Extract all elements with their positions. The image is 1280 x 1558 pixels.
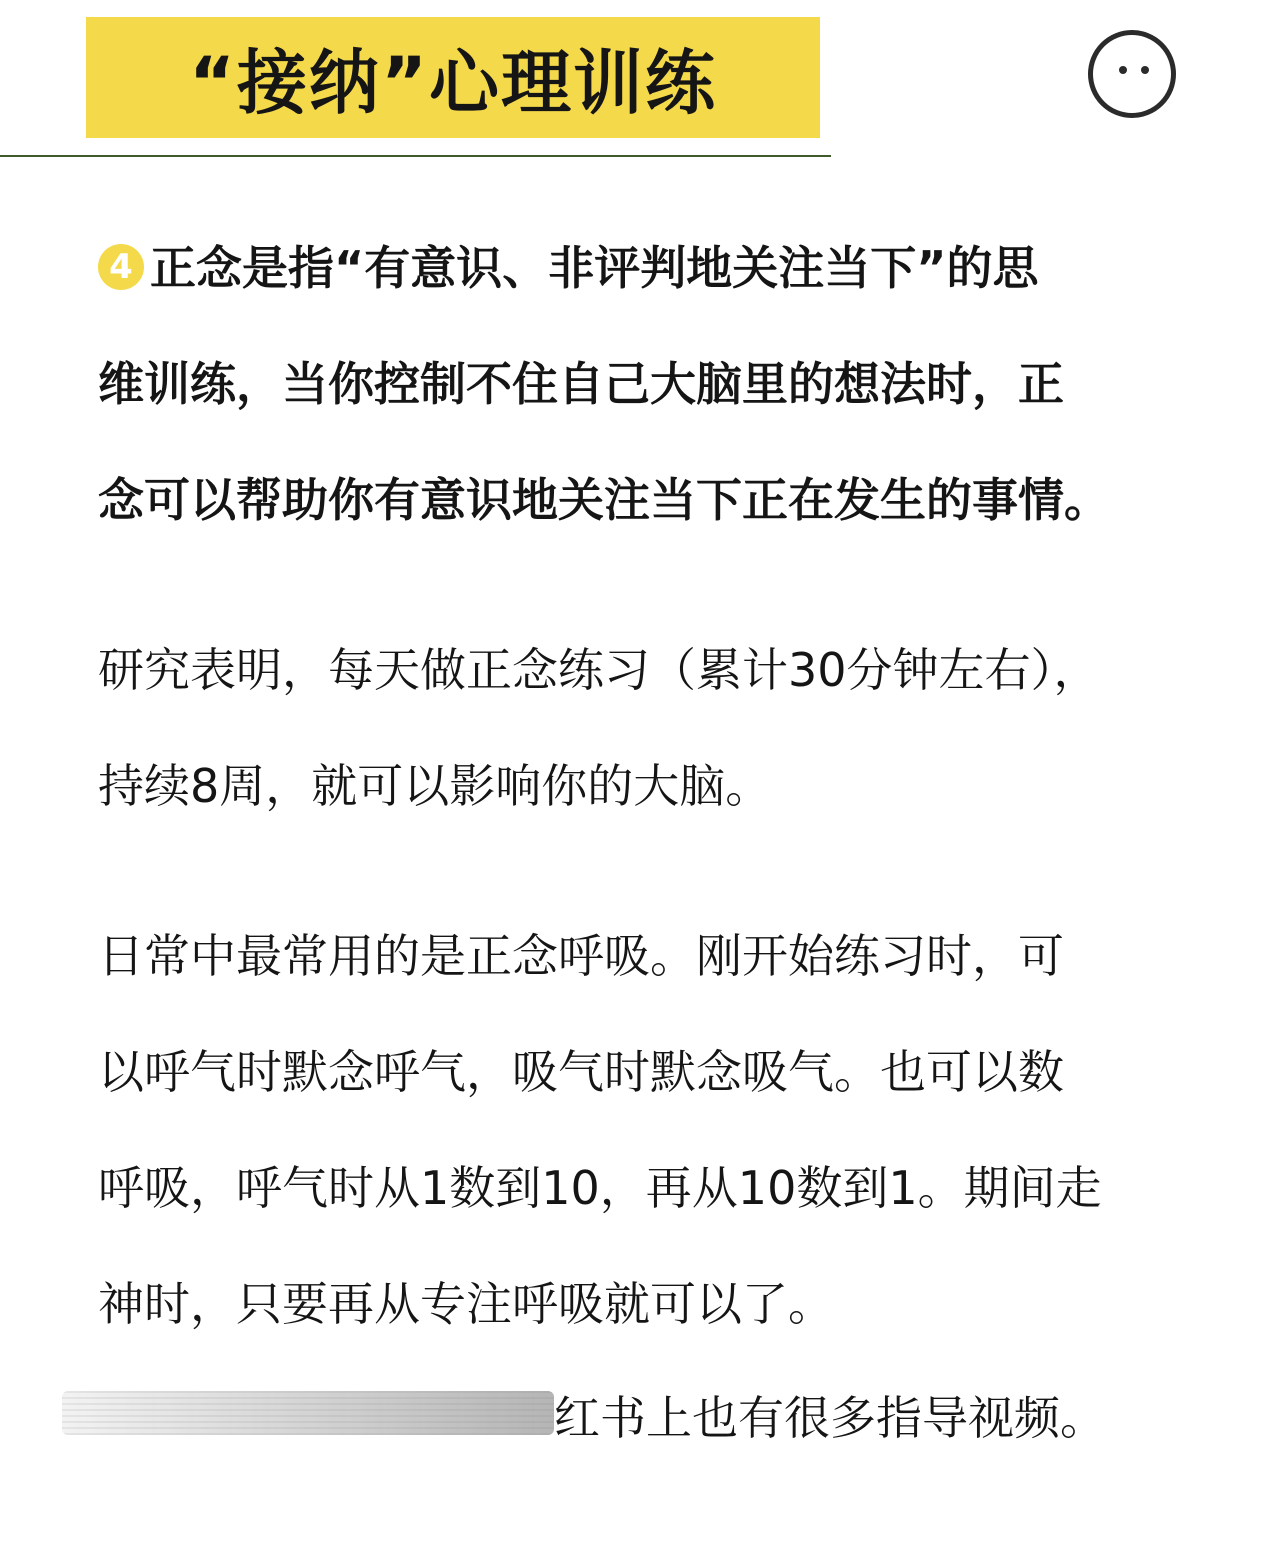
- face-icon: [1088, 30, 1176, 118]
- video-tip-line: [62, 1360, 1242, 1476]
- paragraph-line: [98, 210, 1198, 326]
- video-tip-text: 红书上也有很多指导视频。: [554, 1391, 1106, 1445]
- title-banner: [86, 17, 820, 138]
- mindfulness-definition-paragraph: [98, 210, 1198, 558]
- paragraph-line: 神时，只要再从专注呼吸就可以了。: [98, 1277, 834, 1331]
- paragraph-line: 呼吸，呼气时从1数到10，再从10数到1。期间走: [98, 1161, 1102, 1215]
- paragraph-line: 持续8周，就可以影响你的大脑。: [98, 759, 772, 813]
- step-number-badge: 4: [98, 244, 144, 290]
- blur-redaction: [62, 1391, 554, 1435]
- page-title: “接纳”心理训练: [188, 42, 717, 124]
- paragraph-line: 研究表明，每天做正念练习（累计30分钟左右），: [98, 643, 1100, 697]
- face-left-eye: [1119, 66, 1127, 74]
- paragraph-line: 念可以帮助你有意识地关注当下正在发生的事情。: [98, 473, 1110, 527]
- paragraph-line-text: 正念是指“有意识、非评判地关注当下”的思: [150, 241, 1039, 295]
- paragraph-line: 维训练，当你控制不住自己大脑里的想法时，正: [98, 357, 1064, 411]
- research-paragraph: [98, 612, 1198, 844]
- paragraph-line: 日常中最常用的是正念呼吸。刚开始练习时，可: [98, 929, 1064, 983]
- header-divider: [0, 155, 831, 157]
- face-right-eye: [1141, 66, 1149, 74]
- paragraph-line: 以呼气时默念呼气，吸气时默念吸气。也可以数: [98, 1045, 1064, 1099]
- breathing-paragraph: [98, 898, 1198, 1362]
